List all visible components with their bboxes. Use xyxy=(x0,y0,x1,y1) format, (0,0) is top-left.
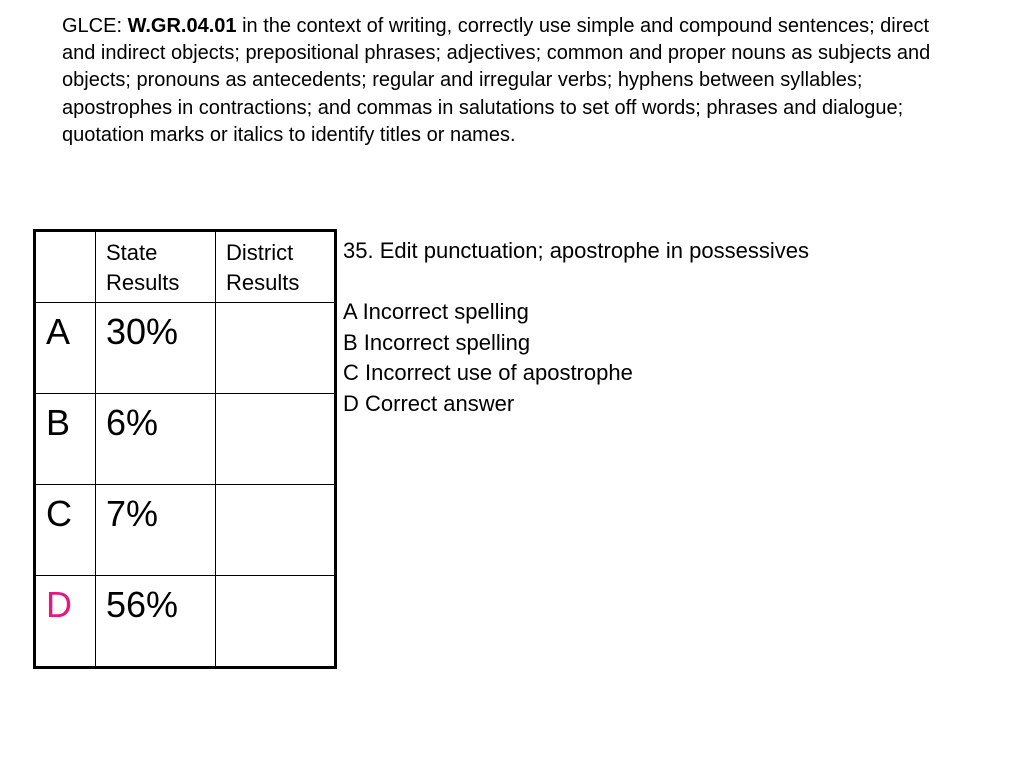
district-result-cell xyxy=(216,485,336,576)
district-result xyxy=(216,394,334,400)
header-cell-district xyxy=(216,231,336,303)
state-result-cell xyxy=(96,576,216,668)
question-title: 35. Edit punctuation; apostrophe in possessives xyxy=(343,238,809,263)
state-result: 7% xyxy=(106,493,159,534)
standard-description xyxy=(62,13,962,149)
standard-prefix: GLCE: xyxy=(62,15,128,37)
state-result-cell xyxy=(96,394,216,485)
state-result: 56% xyxy=(106,584,179,625)
state-result-cell xyxy=(96,485,216,576)
answer-option: C Incorrect use of apostrophe xyxy=(343,360,633,386)
district-result-cell xyxy=(216,394,336,485)
state-result: 30% xyxy=(106,311,179,352)
table-header-row xyxy=(35,231,336,303)
district-result xyxy=(216,303,334,309)
standard-code: W.GR.04.01 xyxy=(127,15,237,37)
answer-letter: A xyxy=(46,311,71,352)
answer-option: A Incorrect spelling xyxy=(343,299,529,325)
table-row xyxy=(35,485,336,576)
answer-option: D Correct answer xyxy=(343,390,515,416)
answer-letter-cell xyxy=(35,485,96,576)
answer-letter: B xyxy=(46,402,71,443)
state-results-header: State Results xyxy=(106,240,180,295)
district-result xyxy=(216,485,334,491)
table-row xyxy=(35,576,336,668)
district-result xyxy=(216,576,334,582)
standard-text: in the context of writing, correctly use simple and compound sentences; direct and indirect objects; prepositional phrases; adjectives; common and proper nouns as subjects and objects; pronouns as antecedents; regular and irregular verbs; hyphens between syllables; apostrophes in contractions; and commas in salutations to set off words; phrases and dialogue; quotation marks or italics to identify titles or names. xyxy=(62,15,931,146)
table-row xyxy=(35,303,336,394)
answer-option: B Incorrect spelling xyxy=(343,329,531,355)
header-cell-blank xyxy=(35,231,96,303)
question-block xyxy=(343,236,983,420)
answer-letter-cell xyxy=(35,394,96,485)
state-result-cell xyxy=(96,303,216,394)
answer-letter-cell xyxy=(35,576,96,668)
district-result-cell xyxy=(216,303,336,394)
results-table xyxy=(33,229,337,669)
answer-letter: C xyxy=(46,493,72,534)
header-cell-state xyxy=(96,231,216,303)
answer-letter-cell xyxy=(35,303,96,394)
district-result-cell xyxy=(216,576,336,668)
answer-letter: D xyxy=(46,584,72,625)
table-row xyxy=(35,394,336,485)
state-result: 6% xyxy=(106,402,159,443)
district-results-header: District Results xyxy=(226,240,300,295)
